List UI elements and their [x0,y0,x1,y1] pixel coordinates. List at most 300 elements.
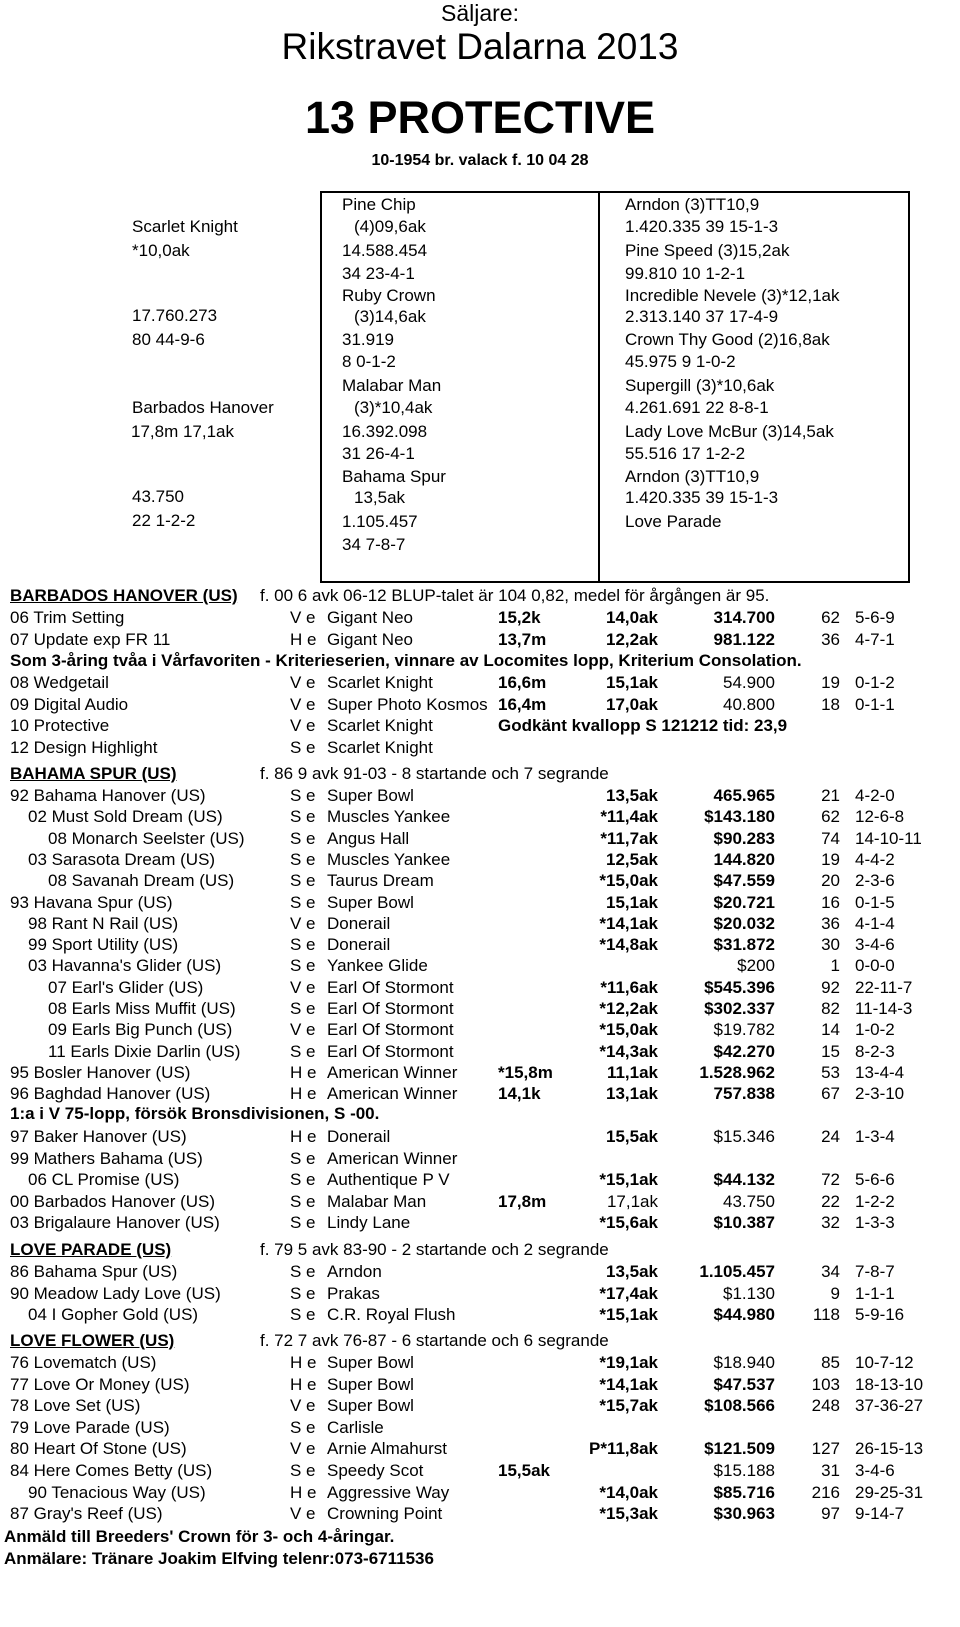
horse-name: 07 Earl's Glider (US) [48,977,204,997]
horse-record-2: 13,5ak [606,786,658,805]
horse-sire: Donerail [327,913,391,933]
horse-results: 1-3-3 [855,1213,895,1233]
horse-sire: Lindy Lane [327,1213,411,1233]
footer-line-2: Anmälare: Tränare Joakim Elfving telenr:073-6711536 [4,1549,434,1568]
horse-earnings: $15.188 [713,1461,775,1480]
horse-record-2: *15,0ak [599,1020,658,1040]
horse-sire: Earl Of Stormont [327,1041,454,1061]
pedigree-sire-1: *10,0ak [132,241,190,260]
horse-record-1: 14,1k [498,1084,541,1104]
horse-sire: Arnie Almahurst [327,1439,447,1459]
horse-sire: Aggressive Way [327,1482,450,1502]
pedigree-dss-0: Supergill (3)*10,6ak [625,376,775,395]
horse-sex: V e [290,913,316,933]
horse-title: 13 PROTECTIVE [304,92,656,143]
dam-info: f. 00 6 avk 06-12 BLUP-talet är 104 0,82, medel för årgången är 95. [260,586,770,605]
horse-results: 5-6-9 [855,608,895,627]
horse-results: 4-7-1 [855,629,895,649]
horse-starts: 22 [821,1191,840,1211]
horse-record-2: *15,3ak [599,1504,658,1524]
horse-record-2: 14,0ak [606,608,658,627]
horse-results: 10-7-12 [855,1353,914,1372]
horse-sex: S e [290,1170,316,1190]
horse-starts: 18 [821,694,840,714]
horse-starts: 36 [821,629,840,649]
horse-results: 0-1-5 [855,892,895,912]
horse-starts: 15 [821,1041,840,1061]
horse-name: 12 Design Highlight [10,738,158,758]
horse-starts: 85 [821,1353,840,1372]
horse-results: 1-3-4 [855,1127,895,1146]
pedigree-ssd-0: Pine Speed (3)15,2ak [625,241,790,260]
pedigree-dam-0: Barbados Hanover [132,398,274,417]
horse-name: 08 Monarch Seelster (US) [48,828,245,848]
gdam-heading: BAHAMA SPUR (US) [10,764,177,783]
horse-sire: Authentique P V [327,1170,450,1190]
horse-results: 5-9-16 [855,1305,905,1325]
horse-earnings: 144.820 [713,849,775,869]
ggdam-heading: LOVE PARADE (US) [10,1240,172,1259]
pedigree-dd-2: 1.105.457 [342,512,418,531]
horse-name: 90 Meadow Lady Love (US) [10,1283,221,1303]
horse-name: 90 Tenacious Way (US) [28,1482,206,1502]
horse-record-1: 13,7m [498,629,547,649]
pedigree-sss-1: 1.420.335 39 15-1-3 [625,217,779,236]
pedigree-sd-2: 31.919 [342,330,394,349]
horse-sire: Earl Of Stormont [327,977,454,997]
pedigree-sd-3: 8 0-1-2 [342,352,396,371]
horse-earnings: $42.270 [713,1041,775,1061]
horse-name: 08 Wedgetail [10,673,109,692]
pedigree-sire-3: 80 44-9-6 [132,330,205,349]
horse-name: 99 Mathers Bahama (US) [10,1148,203,1168]
pedigree-ds-3: 31 26-4-1 [342,444,415,463]
horse-record-2: *15,1ak [599,1305,658,1325]
horse-sire: Speedy Scot [327,1461,424,1480]
horse-name: 02 Must Sold Dream (US) [28,807,223,827]
horse-sire: Carlisle [327,1417,384,1437]
pedigree-sds-0: Incredible Nevele (3)*12,1ak [625,286,840,305]
horse-earnings: $20.721 [713,892,775,912]
horse-results: 26-15-13 [855,1439,924,1459]
horse-info: 10-1954 br. valack f. 10 04 28 [371,152,589,169]
horse-sire: Super Bowl [327,786,414,805]
horse-starts: 14 [821,1020,840,1040]
horse-sex: V e [290,673,316,692]
horse-earnings: $19.782 [713,1020,775,1040]
horse-sire: Super Bowl [327,1374,414,1394]
horse-starts: 32 [821,1213,840,1233]
horse-sire: Yankee Glide [327,956,428,976]
horse-starts: 216 [811,1482,840,1502]
horse-sex: H e [290,1353,317,1372]
horse-sex: H e [290,1127,317,1146]
horse-record-2: 17,0ak [606,694,658,714]
horse-sire: Crowning Point [327,1504,443,1524]
pedigree-dsd-1: 55.516 17 1-2-2 [625,444,746,463]
horse-sire: American Winner [327,1148,458,1168]
horse-results: 29-25-31 [855,1482,924,1502]
horse-name: 95 Bosler Hanover (US) [10,1062,191,1082]
horse-starts: 19 [821,673,840,692]
horse-name: 08 Savanah Dream (US) [48,871,235,891]
horse-sire: Super Bowl [327,892,414,912]
horse-sex: V e [290,716,316,736]
horse-starts: 103 [811,1374,840,1394]
horse-sex: S e [290,1262,316,1281]
horse-earnings: $143.180 [704,807,775,827]
dam-heading: BARBADOS HANOVER (US) [10,586,238,605]
horse-sex: V e [290,694,316,714]
horse-record-2: 12,5ak [606,849,658,869]
horse-results: 12-6-8 [855,807,905,827]
horse-earnings: $10.387 [713,1213,775,1233]
horse-starts: 72 [821,1170,840,1190]
horse-earnings: $44.980 [713,1305,775,1325]
pedigree-dds-1: 1.420.335 39 15-1-3 [625,488,779,507]
horse-results: 1-2-2 [855,1191,895,1211]
horse-sire: Donerail [327,935,391,955]
pedigree-dd-0: Bahama Spur [342,467,446,486]
horse-record-1: 17,8m [498,1191,547,1211]
horse-starts: 248 [811,1396,840,1416]
horse-earnings: 54.900 [723,673,775,692]
horse-earnings: $85.716 [713,1482,775,1502]
horse-sex: H e [290,629,317,649]
horse-earnings: $47.559 [713,871,775,891]
horse-results: 2-3-6 [855,871,895,891]
pedigree-dd-1: 13,5ak [354,488,406,507]
horse-sire: Super Photo Kosmos [327,694,488,714]
horse-sex: S e [290,999,316,1018]
pedigree-ss-3: 34 23-4-1 [342,264,415,283]
pedigree-sire-2: 17.760.273 [132,306,218,325]
horse-starts: 118 [812,1305,840,1325]
pedigree-sdd-1: 45.975 9 1-0-2 [625,352,736,371]
horse-sex: V e [290,1439,316,1459]
horse-sex: S e [290,849,316,869]
horse-record-1: 15,2k [498,608,541,627]
horse-earnings: $44.132 [713,1170,775,1190]
horse-record-1: 15,5ak [498,1461,550,1480]
horse-record-2: 15,5ak [606,1127,658,1146]
horse-sex: V e [290,608,316,627]
horse-name: 79 Love Parade (US) [10,1417,170,1437]
horse-starts: 1 [830,956,840,976]
horse-earnings: $31.872 [713,935,775,955]
seller-label: Säljare: [441,0,519,26]
pedigree-dam-2: 43.750 [132,487,184,506]
horse-sire: Earl Of Stormont [327,1020,454,1040]
horse-starts: 62 [821,608,840,627]
horse-record-2: 12,2ak [606,629,658,649]
horse-starts: 82 [821,999,840,1018]
horse-results: 9-14-7 [855,1504,905,1524]
horse-starts: 21 [821,786,840,805]
horse-sex: S e [290,1461,316,1480]
pedigree-ddd-0: Love Parade [625,512,722,531]
horse-sire: Gigant Neo [327,629,413,649]
horse-name: 87 Gray's Reef (US) [10,1504,163,1524]
horse-earnings: $545.396 [704,977,775,997]
pedigree-ssd-1: 99.810 10 1-2-1 [625,264,746,283]
horse-results: 0-1-1 [855,694,895,714]
horse-results: 37-36-27 [855,1396,924,1416]
horse-sex: S e [290,892,316,912]
horse-results: 4-1-4 [855,913,895,933]
horse-record-2: *12,2ak [599,999,658,1018]
pedigree-ds-0: Malabar Man [342,376,442,395]
horse-sex: V e [290,1020,316,1040]
horse-record-2: *14,1ak [599,913,658,933]
horse-name: 84 Here Comes Betty (US) [10,1461,213,1480]
horse-earnings: $20.032 [713,913,775,933]
pedigree-dam-3: 22 1-2-2 [132,511,196,530]
horse-results: 4-4-2 [855,849,895,869]
horse-results: 3-4-6 [855,1461,895,1480]
horse-earnings: $30.963 [713,1504,775,1524]
pedigree-sire-0: Scarlet Knight [132,217,238,236]
horse-sex: S e [290,1213,316,1233]
horse-sire: Malabar Man [327,1191,427,1211]
horse-results: 8-2-3 [855,1041,895,1061]
horse-sire: Super Bowl [327,1396,414,1416]
horse-sire: Scarlet Knight [327,738,433,758]
pedigree-ss-2: 14.588.454 [342,241,428,260]
horse-sex: H e [290,1062,317,1082]
horse-name: 07 Update exp FR 11 [10,629,171,649]
horse-results: 18-13-10 [855,1374,924,1394]
pedigree-dds-0: Arndon (3)TT10,9 [625,467,760,486]
horse-earnings: 43.750 [723,1191,775,1211]
horse-results: 14-10-11 [855,828,922,848]
horse-sex: V e [290,977,316,997]
pedigree-sds-1: 2.313.140 37 17-4-9 [625,307,779,326]
horse-starts: 16 [821,892,840,912]
horse-sex: S e [290,828,316,848]
gdam-note: 1:a i V 75-lopp, försök Bronsdivisionen, S -00. [10,1104,380,1123]
horse-earnings: 981.122 [713,629,775,649]
horse-starts: 74 [821,828,840,848]
horse-record-2: 13,5ak [606,1262,658,1281]
horse-sex: S e [290,786,316,805]
horse-name: 08 Earls Miss Muffit (US) [48,999,236,1018]
horse-starts: 62 [821,807,840,827]
horse-sire: Super Bowl [327,1353,414,1372]
horse-results: 7-8-7 [855,1262,895,1281]
pedigree-sd-1: (3)14,6ak [354,307,426,326]
horse-sex: S e [290,738,316,758]
horse-sex: V e [290,1396,316,1416]
horse-name: 86 Bahama Spur (US) [10,1262,178,1281]
horse-sex: S e [290,1305,316,1325]
horse-earnings: 1.105.457 [699,1262,775,1281]
horse-name: 98 Rant N Rail (US) [28,913,179,933]
horse-note: Godkänt kvallopp S 121212 tid: 23,9 [498,716,788,736]
horse-earnings: $200 [737,956,775,976]
horse-name: 06 Trim Setting [10,608,125,627]
pedigree-ds-1: (3)*10,4ak [354,398,433,417]
horse-results: 5-6-6 [855,1170,895,1190]
horse-results: 1-1-1 [855,1283,895,1303]
horse-record-2: *11,7ak [600,828,658,848]
horse-sex: S e [290,1191,316,1211]
horse-record-2: *14,0ak [599,1482,658,1502]
horse-sire: Arndon [327,1262,382,1281]
horse-starts: 30 [821,935,840,955]
horse-earnings: 465.965 [713,786,775,805]
pedigree-dd-3: 34 7-8-7 [342,535,406,554]
horse-results: 2-3-10 [855,1084,905,1104]
horse-name: 00 Barbados Hanover (US) [10,1191,216,1211]
horse-name: 06 CL Promise (US) [28,1170,180,1190]
horse-starts: 20 [821,871,840,891]
gdam-info: f. 86 9 avk 91-03 - 8 startande och 7 segrande [260,764,609,783]
horse-record-2: *15,6ak [599,1213,658,1233]
horse-name: 04 I Gopher Gold (US) [28,1305,199,1325]
horse-name: 77 Love Or Money (US) [10,1374,190,1394]
horse-earnings: $1.130 [723,1283,775,1303]
horse-record-2: *15,7ak [599,1396,658,1416]
horse-name: 92 Bahama Hanover (US) [10,786,206,805]
horse-sire: Gigant Neo [327,608,413,627]
horse-sex: H e [290,1374,317,1394]
horse-record-2: 17,1ak [606,1191,658,1211]
horse-record-2: P*11,8ak [588,1439,658,1459]
horse-starts: 53 [821,1062,840,1082]
pedigree-sd-0: Ruby Crown [342,286,436,305]
horse-earnings: $18.940 [713,1353,775,1372]
horse-results: 11-14-3 [855,999,913,1018]
horse-earnings: 757.838 [713,1084,775,1104]
horse-starts: 97 [821,1504,840,1524]
horse-starts: 19 [821,849,840,869]
horse-earnings: $90.283 [713,828,775,848]
horse-earnings: $47.537 [713,1374,775,1394]
horse-earnings: $302.337 [704,999,775,1018]
horse-starts: 127 [811,1439,840,1459]
horse-results: 0-0-0 [855,956,895,976]
horse-sex: H e [290,1482,317,1502]
horse-name: 99 Sport Utility (US) [28,935,179,955]
horse-earnings: $15.346 [713,1127,775,1146]
horse-name: 09 Digital Audio [10,694,129,714]
horse-results: 4-2-0 [855,786,895,805]
horse-sire: Taurus Dream [327,871,434,891]
horse-name: 96 Baghdad Hanover (US) [10,1084,211,1104]
horse-name: 78 Love Set (US) [10,1396,141,1416]
horse-record-2: *14,3ak [599,1041,658,1061]
horse-sire: Donerail [327,1127,391,1146]
horse-sex: H e [290,1084,317,1104]
horse-record-2: 15,1ak [606,673,658,692]
horse-starts: 24 [821,1127,840,1146]
horse-sex: S e [290,807,316,827]
horse-sire: Muscles Yankee [327,807,451,827]
horse-sex: V e [290,1504,316,1524]
gggdam-info: f. 72 7 avk 76-87 - 6 startande och 6 segrande [260,1331,609,1350]
horse-sire: Angus Hall [327,828,410,848]
ggdam-info: f. 79 5 avk 83-90 - 2 startande och 2 segrande [260,1240,609,1259]
pedigree-ss-0: Pine Chip [342,195,416,214]
pedigree-ss-1: (4)09,6ak [354,217,426,236]
horse-record-2: *17,4ak [599,1283,658,1303]
horse-sire: Scarlet Knight [327,673,433,692]
horse-record-1: *15,8m [498,1062,553,1082]
horse-sex: S e [290,1417,316,1437]
horse-starts: 34 [821,1262,840,1281]
horse-name: 76 Lovematch (US) [10,1353,157,1372]
horse-sire: Scarlet Knight [327,716,433,736]
horse-record-2: 11,1ak [606,1062,658,1082]
horse-earnings: 40.800 [723,694,775,714]
horse-starts: 92 [821,977,840,997]
horse-record-2: *14,1ak [599,1374,658,1394]
horse-record-2: *11,4ak [600,807,658,827]
pedigree-dss-1: 4.261.691 22 8-8-1 [625,398,769,417]
horse-sex: S e [290,956,316,976]
pedigree-dam-1: 17,8m 17,1ak [131,422,235,441]
footer-line-1: Anmäld till Breeders' Crown för 3- och 4-åringar. [4,1527,395,1546]
horse-sex: S e [290,1148,316,1168]
horse-starts: 36 [821,913,840,933]
horse-results: 3-4-6 [855,935,895,955]
pedigree-sdd-0: Crown Thy Good (2)16,8ak [625,330,830,349]
horse-sex: S e [290,871,316,891]
horse-record-2: *19,1ak [599,1353,658,1372]
horse-starts: 9 [830,1283,840,1303]
pedigree-dsd-0: Lady Love McBur (3)14,5ak [625,422,834,441]
horse-sire: American Winner [327,1062,458,1082]
horse-sex: S e [290,1283,316,1303]
horse-results: 0-1-2 [855,673,895,692]
horse-earnings: 314.700 [713,608,775,627]
horse-record-1: 16,4m [498,694,547,714]
horse-record-2: *15,1ak [599,1170,658,1190]
horse-earnings: 1.528.962 [699,1062,775,1082]
horse-name: 97 Baker Hanover (US) [10,1127,187,1146]
pedigree-sss-0: Arndon (3)TT10,9 [625,195,760,214]
pedigree-ds-2: 16.392.098 [342,422,428,441]
dam-note: Som 3-åring tvåa i Vårfavoriten - Kriterieserien, vinnare av Locomites lopp, Kriterium Consolation. [10,651,802,670]
horse-sire: Prakas [327,1283,380,1303]
horse-sex: S e [290,1041,316,1061]
horse-name: 80 Heart Of Stone (US) [10,1439,187,1459]
horse-earnings: $108.566 [704,1396,775,1416]
horse-record-1: 16,6m [498,673,547,692]
horse-name: 03 Havanna's Glider (US) [28,956,222,976]
race-title: Rikstravet Dalarna 2013 [281,26,679,67]
horse-name: 11 Earls Dixie Darlin (US) [48,1041,241,1061]
horse-record-2: 13,1ak [606,1084,658,1104]
horse-name: 03 Sarasota Dream (US) [28,849,216,869]
horse-record-2: 15,1ak [606,892,658,912]
horse-name: 93 Havana Spur (US) [10,892,173,912]
horse-name: 03 Brigalaure Hanover (US) [10,1213,220,1233]
horse-results: 13-4-4 [855,1062,905,1082]
horse-results: 22-11-7 [855,977,913,997]
horse-name: 10 Protective [10,716,110,736]
horse-record-2: *11,6ak [600,977,658,997]
horse-sex: S e [290,935,316,955]
gggdam-heading: LOVE FLOWER (US) [10,1331,175,1350]
horse-name: 09 Earls Big Punch (US) [48,1020,233,1040]
horse-sire: American Winner [327,1084,458,1104]
horse-sire: Earl Of Stormont [327,999,454,1018]
horse-starts: 31 [821,1461,840,1480]
horse-record-2: *14,8ak [599,935,658,955]
horse-sire: Muscles Yankee [327,849,451,869]
